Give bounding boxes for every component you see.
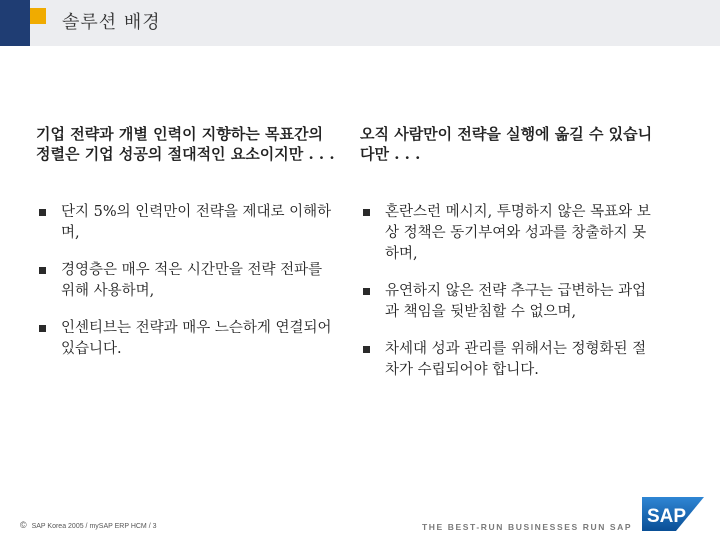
copyright-notice — [20, 520, 157, 530]
list-item — [36, 202, 336, 244]
list-item — [360, 202, 660, 265]
title-accent-block — [0, 0, 30, 46]
list-item — [36, 260, 336, 302]
right-bullet-list — [360, 202, 660, 381]
list-item — [360, 281, 660, 323]
slide-title: 솔루션 배경 — [62, 12, 161, 33]
bullet-square-icon — [39, 209, 46, 216]
title-accent-square — [30, 8, 46, 24]
bullet-text: 유연하지 않은 전략 추구는 급변하는 과업과 책임을 뒷받침할 수 없으며, — [385, 283, 647, 320]
bullet-square-icon — [363, 346, 370, 353]
sap-logo — [642, 497, 704, 531]
copyright-icon: © — [20, 520, 27, 530]
bullet-square-icon — [39, 267, 46, 274]
left-bullet-list — [36, 202, 336, 360]
right-column — [360, 124, 660, 397]
title-bar — [0, 0, 720, 46]
bullet-text: 인센티브는 전략과 매우 느슨하게 연결되어 있습니다. — [61, 320, 332, 357]
bullet-square-icon — [39, 325, 46, 332]
left-column — [36, 124, 336, 376]
sap-logo-text: SAP — [647, 506, 687, 527]
bullet-text: 차세대 성과 관리를 위해서는 정형화된 절차가 수립되어야 합니다. — [385, 341, 647, 378]
list-item — [36, 318, 336, 360]
bullet-text: 경영층은 매우 적은 시간만을 전략 전파를 위해 사용하며, — [61, 262, 323, 299]
bullet-text: 혼란스런 메시지, 투명하지 않은 목표와 보상 정책은 동기부여와 성과를 창출하지 못하며, — [385, 204, 651, 262]
tagline: THE BEST-RUN BUSINESSES RUN SAP — [422, 522, 633, 532]
bullet-square-icon — [363, 288, 370, 295]
left-intro: 기업 전략과 개별 인력이 지향하는 목표간의 정렬은 기업 성공의 절대적인 요소이지만 . . . — [36, 125, 335, 163]
right-intro: 오직 사람만이 전략을 실행에 옮길 수 있습니다만 . . . — [360, 125, 653, 163]
copyright-text: SAP Korea 2005 / mySAP ERP HCM / 3 — [31, 523, 157, 530]
bullet-square-icon — [363, 209, 370, 216]
footer — [0, 505, 720, 540]
list-item — [360, 339, 660, 381]
bullet-text: 단지 5%의 인력만이 전략을 제대로 이해하며, — [61, 204, 332, 241]
